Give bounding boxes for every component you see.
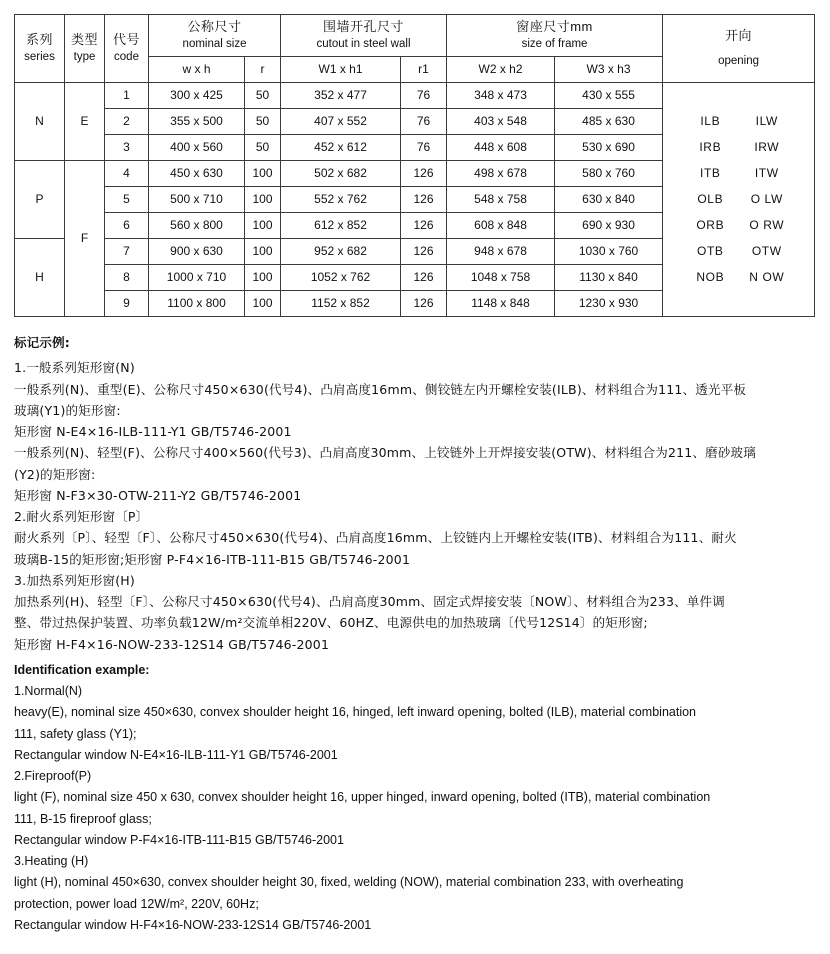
- note-line-en: heavy(E), nominal size 450×630, convex shoulder height 16, hinged, left inward opening, bolted (ILB), material combination: [14, 705, 697, 720]
- cell-r1: 126: [401, 161, 447, 187]
- header-opening: [663, 15, 815, 83]
- header-w3xh3: W3 x h3: [555, 57, 663, 83]
- opening-code-itw: ITW: [754, 166, 779, 180]
- cell-w1xh1: 1152 x 852: [281, 291, 401, 317]
- cell-r: 100: [245, 239, 281, 265]
- cell-w3xh3: 630 x 840: [555, 187, 663, 213]
- note-line-en: Rectangular window H-F4×16-NOW-233-12S14 GB/T5746-2001: [14, 917, 372, 932]
- header-cutout-en: cutout in steel wall: [316, 38, 411, 51]
- header-nominal-size: [149, 15, 281, 57]
- document-page: [0, 14, 830, 954]
- table-header-row-primary: [15, 15, 815, 57]
- table-row: [15, 83, 815, 109]
- cell-w1xh1: 352 x 477: [281, 83, 401, 109]
- opening-code-olw: O LW: [750, 192, 783, 206]
- cell-r1: 76: [401, 109, 447, 135]
- note-line-en: 2.Fireproof(P): [14, 769, 92, 783]
- note-line-en: 1.Normal(N): [14, 684, 83, 698]
- note-line-en: 111, B-15 fireproof glass;: [14, 811, 152, 826]
- header-series-cn: 系列: [25, 32, 53, 48]
- note-line-en: 111, safety glass (Y1);: [14, 726, 137, 741]
- cell-w3xh3: 485 x 630: [555, 109, 663, 135]
- cell-r: 100: [245, 161, 281, 187]
- note-line: 矩形窗 N-F3×30-OTW-211-Y2 GB/T5746-2001: [14, 487, 302, 503]
- cell-r1: 126: [401, 265, 447, 291]
- header-code-en: code: [114, 51, 139, 64]
- note-line: 加热系列(H)、轻型〔F〕、公称尺寸450×630(代号4)、凸肩高度30mm、固定式焊接安装〔NOW〕、材料组合为233、单件调: [14, 594, 725, 609]
- cell-w1xh1: 502 x 682: [281, 161, 401, 187]
- cell-code: 1: [105, 83, 149, 109]
- cell-w3xh3: 580 x 760: [555, 161, 663, 187]
- note-line-en: Rectangular window P-F4×16-ITB-111-B15 GB/T5746-2001: [14, 832, 344, 847]
- opening-code-orb: ORB: [696, 218, 725, 232]
- cell-r: 50: [245, 83, 281, 109]
- cell-code: 4: [105, 161, 149, 187]
- note-line: 矩形窗 N-E4×16-ILB-111-Y1 GB/T5746-2001: [14, 424, 292, 439]
- cell-w3xh3: 1230 x 930: [555, 291, 663, 317]
- cell-wxh: 300 x 425: [149, 83, 245, 109]
- header-frame-en: size of frame: [521, 38, 588, 51]
- note-line-en: protection, power load 12W/m², 220V, 60Hz;: [14, 896, 259, 911]
- cell-w1xh1: 952 x 682: [281, 239, 401, 265]
- type-cell-e: E: [65, 83, 105, 161]
- cell-wxh: 355 x 500: [149, 109, 245, 135]
- cell-code: 8: [105, 265, 149, 291]
- cell-w2xh2: 548 x 758: [447, 187, 555, 213]
- cell-wxh: 400 x 560: [149, 135, 245, 161]
- header-wxh: w x h: [149, 57, 245, 83]
- cell-w2xh2: 1148 x 848: [447, 291, 555, 317]
- note-line: 整、带过热保护装置、功率负载12W/m²交流单相220V、60HZ、电源供电的加热玻璃〔代号12S14〕的矩形窗;: [14, 615, 648, 631]
- note-line-en: light (F), nominal size 450 x 630, convex shoulder height 16, upper hinged, inward opening, bolted (ITB), material combination: [14, 790, 711, 805]
- cell-w1xh1: 1052 x 762: [281, 265, 401, 291]
- cell-r1: 126: [401, 213, 447, 239]
- cell-wxh: 500 x 710: [149, 187, 245, 213]
- note-line: 一般系列(N)、轻型(F)、公称尺寸400×560(代号3)、凸肩高度30mm、上铰链外上开焊接安装(OTW)、材料组合为211、磨砂玻璃: [14, 445, 756, 461]
- cell-r: 50: [245, 109, 281, 135]
- notes-title-cn: 标记示例:: [14, 335, 70, 350]
- opening-code-irb: IRB: [699, 140, 722, 154]
- note-line: 矩形窗 H-F4×16-NOW-233-12S14 GB/T5746-2001: [14, 636, 330, 652]
- opening-code-orw: O RW: [749, 218, 785, 232]
- cell-w2xh2: 403 x 548: [447, 109, 555, 135]
- header-r: r: [245, 57, 281, 83]
- opening-code-otw: OTW: [751, 244, 782, 258]
- identification-notes: [14, 333, 816, 935]
- cell-wxh: 450 x 630: [149, 161, 245, 187]
- cell-w2xh2: 348 x 473: [447, 83, 555, 109]
- cell-w2xh2: 498 x 678: [447, 161, 555, 187]
- header-frame-cn: 窗座尺寸mm: [516, 19, 593, 35]
- cell-r1: 126: [401, 239, 447, 265]
- cell-w3xh3: 1030 x 760: [555, 239, 663, 265]
- cell-w2xh2: 608 x 848: [447, 213, 555, 239]
- header-type-cn: 类型: [70, 32, 98, 48]
- note-line: 耐火系列〔P〕、轻型〔F〕、公称尺寸450×630(代号4)、凸肩高度16mm、上铰链内上开螺栓安装(ITB)、材料组合为111、耐火: [14, 530, 737, 546]
- note-line: 玻璃(Y1)的矩形窗:: [14, 402, 121, 418]
- cell-w1xh1: 612 x 852: [281, 213, 401, 239]
- opening-code-olb: OLB: [697, 192, 724, 206]
- opening-codes-cell: [663, 83, 815, 317]
- cell-w3xh3: 530 x 690: [555, 135, 663, 161]
- note-line-en: Rectangular window N-E4×16-ILB-111-Y1 GB/T5746-2001: [14, 747, 338, 762]
- cell-code: 6: [105, 213, 149, 239]
- type-cell-f: F: [65, 161, 105, 317]
- header-type-en: type: [73, 51, 96, 64]
- opening-code-irw: IRW: [754, 140, 780, 154]
- specification-table: [14, 14, 815, 317]
- header-nominal-size-en: nominal size: [182, 38, 247, 51]
- cell-wxh: 900 x 630: [149, 239, 245, 265]
- series-cell-p: P: [15, 161, 65, 239]
- cell-w2xh2: 1048 x 758: [447, 265, 555, 291]
- header-r1: r1: [401, 57, 447, 83]
- header-opening-en: opening: [718, 55, 759, 68]
- note-line: 2.耐火系列矩形窗〔P〕: [14, 509, 149, 524]
- header-code: [105, 15, 149, 83]
- cell-code: 7: [105, 239, 149, 265]
- cell-w1xh1: 552 x 762: [281, 187, 401, 213]
- cell-r: 100: [245, 213, 281, 239]
- header-w2xh2: W2 x h2: [447, 57, 555, 83]
- cell-r1: 76: [401, 135, 447, 161]
- cell-r1: 126: [401, 187, 447, 213]
- cell-wxh: 1100 x 800: [149, 291, 245, 317]
- header-cutout: [281, 15, 447, 57]
- header-series-en: series: [24, 51, 55, 64]
- header-frame: [447, 15, 663, 57]
- cell-r: 50: [245, 135, 281, 161]
- note-line: (Y2)的矩形窗:: [14, 466, 96, 482]
- header-opening-cn: 开向: [725, 28, 753, 44]
- cell-code: 3: [105, 135, 149, 161]
- opening-code-ilw: ILW: [755, 114, 778, 128]
- header-nominal-size-cn: 公称尺寸: [187, 19, 242, 35]
- note-line-en: light (H), nominal 450×630, convex shoulder height 30, fixed, welding (NOW), material combination 233, with overheating: [14, 875, 684, 890]
- opening-code-ilb: ILB: [700, 114, 721, 128]
- note-line: 一般系列(N)、重型(E)、公称尺寸450×630(代号4)、凸肩高度16mm、侧铰链左内开螺栓安装(ILB)、材料组合为111、透光平板: [14, 381, 747, 397]
- note-line: 3.加热系列矩形窗(H): [14, 572, 135, 588]
- cell-w3xh3: 690 x 930: [555, 213, 663, 239]
- notes-title-en: Identification example:: [14, 662, 150, 677]
- opening-code-nob: NOB: [696, 270, 725, 284]
- header-type: [65, 15, 105, 83]
- cell-wxh: 1000 x 710: [149, 265, 245, 291]
- cell-w2xh2: 448 x 608: [447, 135, 555, 161]
- note-line: 玻璃B-15的矩形窗;矩形窗 P-F4×16-ITB-111-B15 GB/T5746-2001: [14, 551, 411, 567]
- header-cutout-cn: 围墙开孔尺寸: [323, 19, 405, 35]
- cell-w1xh1: 407 x 552: [281, 109, 401, 135]
- cell-w3xh3: 1130 x 840: [555, 265, 663, 291]
- note-line-en: 3.Heating (H): [14, 854, 89, 868]
- cell-r: 100: [245, 265, 281, 291]
- opening-code-itb: ITB: [700, 166, 721, 180]
- header-code-cn: 代号: [112, 32, 140, 48]
- cell-w1xh1: 452 x 612: [281, 135, 401, 161]
- opening-code-otb: OTB: [697, 244, 724, 258]
- series-cell-n: N: [15, 83, 65, 161]
- cell-code: 2: [105, 109, 149, 135]
- note-line: 1.一般系列矩形窗(N): [14, 360, 135, 376]
- cell-r: 100: [245, 291, 281, 317]
- cell-r1: 126: [401, 291, 447, 317]
- cell-r1: 76: [401, 83, 447, 109]
- cell-w3xh3: 430 x 555: [555, 83, 663, 109]
- cell-code: 5: [105, 187, 149, 213]
- opening-code-now: N OW: [749, 270, 785, 284]
- header-w1xh1: W1 x h1: [281, 57, 401, 83]
- cell-wxh: 560 x 800: [149, 213, 245, 239]
- cell-code: 9: [105, 291, 149, 317]
- series-cell-h: H: [15, 239, 65, 317]
- cell-r: 100: [245, 187, 281, 213]
- header-series: [15, 15, 65, 83]
- cell-w2xh2: 948 x 678: [447, 239, 555, 265]
